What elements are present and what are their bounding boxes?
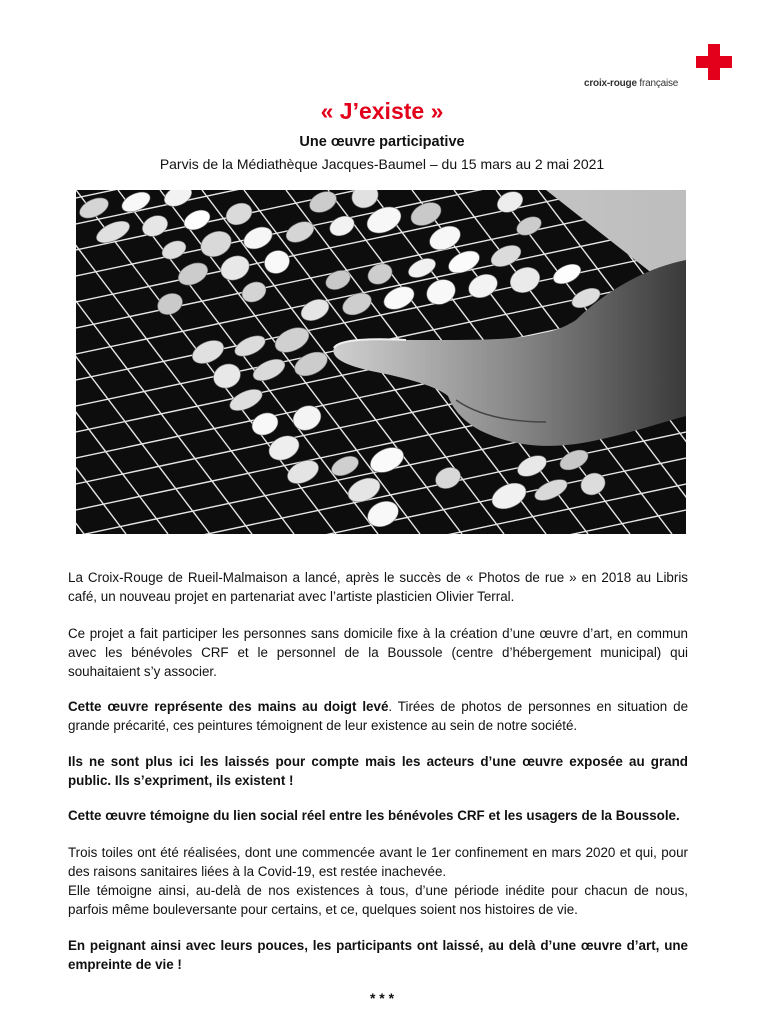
paragraph-7: En peignant ainsi avec leurs pouces, les participants ont laissé, au delà d’une œuvre d’art, une empreinte de vie !: [68, 938, 688, 972]
paragraph-artwork: [68, 697, 688, 735]
paragraph-3-rest: . Tirées de photos de personnes en situation de grande précarité, ces peintures témoignent de leur existence au sein de notre société.: [68, 699, 689, 733]
paragraph-canvases: [68, 843, 688, 919]
venue-dates: Parvis de la Médiathèque Jacques-Baumel – du 15 mars au 2 mai 2021: [159, 156, 605, 172]
logo-text: [584, 78, 678, 89]
paragraph-1: La Croix-Rouge de Rueil-Malmaison a lancé, après le succès de « Photos de rue » en 2018 au Libris café, un nouveau projet en partenariat avec l’artiste plasticien Olivier Terral.: [68, 570, 688, 604]
artwork-fingerprints-photo-icon: [76, 190, 686, 534]
paragraph-2: Ce projet a fait participer les personnes sans domicile fixe à la création d’une œuvre d’art, en commun avec les bénévoles CRF et le personnel de la Boussole (centre d’hébergement municipal) qui souhaitaient s’y associer.: [68, 626, 688, 679]
croix-rouge-logo: [580, 44, 734, 90]
logo-text-bold: croix-rouge: [584, 78, 637, 89]
paragraph-social-link: [68, 806, 688, 825]
paragraph-3: [68, 697, 688, 735]
paragraph-intro: [68, 568, 688, 606]
artwork-photo: [76, 190, 686, 534]
paragraph-5: Cette œuvre témoigne du lien social réel entre les bénévoles CRF et les usagers de la Boussole.: [68, 808, 680, 823]
paragraph-conclusion: [68, 936, 688, 974]
paragraph-actors: [68, 752, 688, 790]
paragraph-project: [68, 624, 688, 681]
page-subtitle: Une œuvre participative: [299, 134, 465, 150]
red-cross-icon: [696, 44, 732, 80]
paragraph-4: Ils ne sont plus ici les laissés pour compte mais les acteurs d’une œuvre exposée au grand public. Ils s’expriment, ils existent !: [68, 754, 688, 788]
paragraph-6a: Trois toiles ont été réalisées, dont une commencée avant le 1er confinement en mars 2020 et qui, pour des raisons sanitaires liées à la Covid-19, est restée inachevée.: [68, 845, 688, 879]
paragraph-6b: Elle témoigne ainsi, au-delà de nos existences à tous, d’une période inédite pour chacun de nous, parfois même bouleversante pour certains, et ce, quelques soient nos histoires de vie.: [68, 883, 688, 917]
page-title: « J’existe »: [320, 98, 444, 124]
paragraph-3-bold: Cette œuvre représente des mains au doigt levé: [68, 699, 389, 714]
closing-stars: * * *: [369, 990, 395, 1006]
logo-text-regular: française: [636, 78, 679, 89]
